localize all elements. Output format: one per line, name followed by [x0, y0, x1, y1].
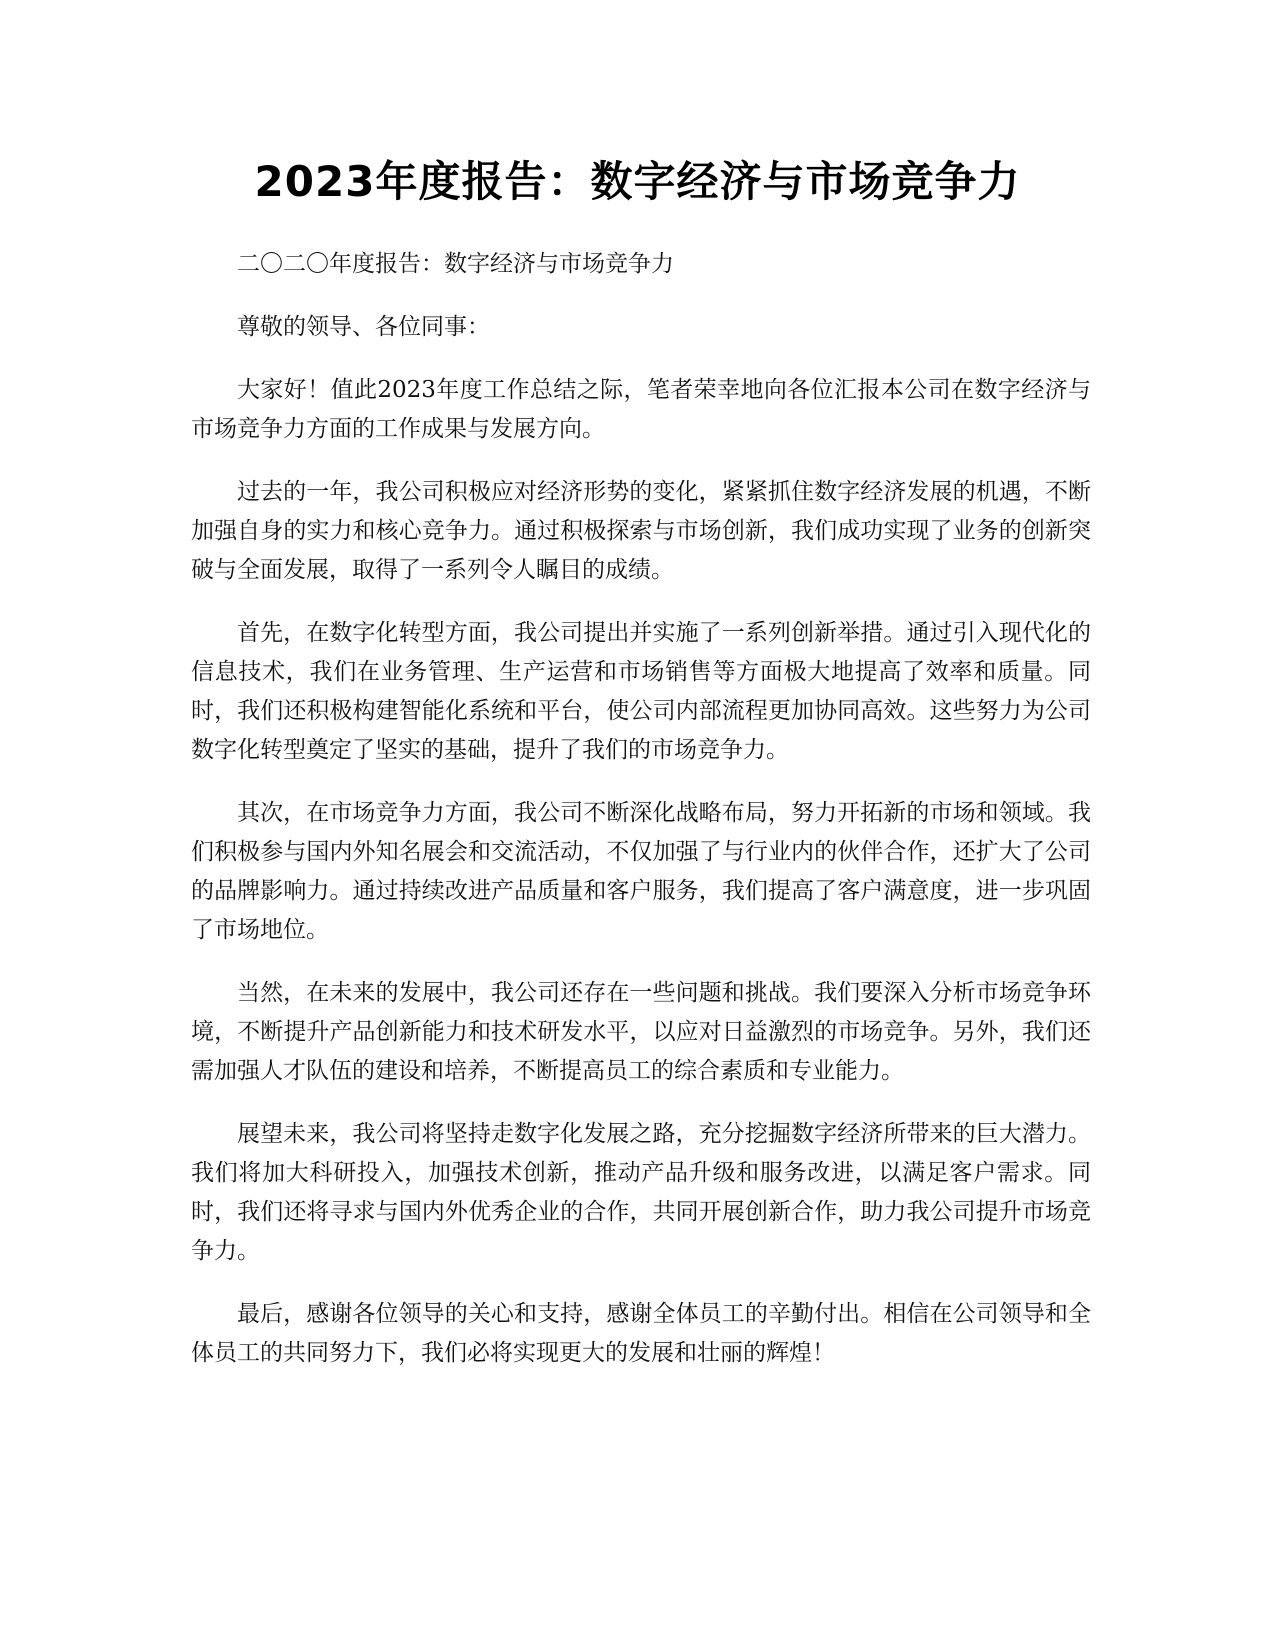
paragraph-outlook: 展望未来，我公司将坚持走数字化发展之路，充分挖掘数字经济所带来的巨大潜力。我们将加大科研投入，加强技术创新，推动产品升级和服务改进，以满足客户需求。同时，我们还将寻求与国内外优秀企业的合作，共同开展创新合作，助力我公司提升市场竞争力。	[191, 1121, 1091, 1264]
paragraph-subtitle: 二〇二〇年度报告：数字经济与市场竞争力	[237, 251, 674, 277]
paragraph-digital-transformation: 首先，在数字化转型方面，我公司提出并实施了一系列创新举措。通过引入现代化的信息技术，我们在业务管理、生产运营和市场销售等方面极大地提高了效率和质量。同时，我们还积极构建智能化系统和平台，使公司内部流程更加协同高效。这些努力为公司数字化转型奠定了坚实的基础，提升了我们的市场竞争力。	[191, 620, 1091, 763]
paragraph-past-year: 过去的一年，我公司积极应对经济形势的变化，紧紧抓住数字经济发展的机遇，不断加强自身的实力和核心竞争力。通过积极探索与市场创新，我们成功实现了业务的创新突破与全面发展，取得了一系列令人瞩目的成绩。	[191, 479, 1091, 583]
paragraph-closing: 最后，感谢各位领导的关心和支持，感谢全体员工的辛勤付出。相信在公司领导和全体员工的共同努力下，我们必将实现更大的发展和壮丽的辉煌！	[191, 1301, 1091, 1366]
paragraph-market-competitiveness: 其次，在市场竞争力方面，我公司不断深化战略布局，努力开拓新的市场和领域。我们积极参与国内外知名展会和交流活动，不仅加强了与行业内的伙伴合作，还扩大了公司的品牌影响力。通过持续改进产品质量和客户服务，我们提高了客户满意度，进一步巩固了市场地位。	[191, 800, 1091, 943]
paragraph-challenges: 当然，在未来的发展中，我公司还存在一些问题和挑战。我们要深入分析市场竞争环境，不断提升产品创新能力和技术研发水平，以应对日益激烈的市场竞争。另外，我们还需加强人才队伍的建设和培养，不断提高员工的综合素质和专业能力。	[191, 980, 1091, 1084]
document-title: 2023年度报告：数字经济与市场竞争力	[254, 157, 1021, 206]
document-body	[191, 245, 1091, 1397]
paragraph-greeting: 大家好！值此2023年度工作总结之际，笔者荣幸地向各位汇报本公司在数字经济与市场竞争力方面的工作成果与发展方向。	[191, 377, 1091, 442]
paragraph-salutation: 尊敬的领导、各位同事：	[237, 314, 490, 340]
